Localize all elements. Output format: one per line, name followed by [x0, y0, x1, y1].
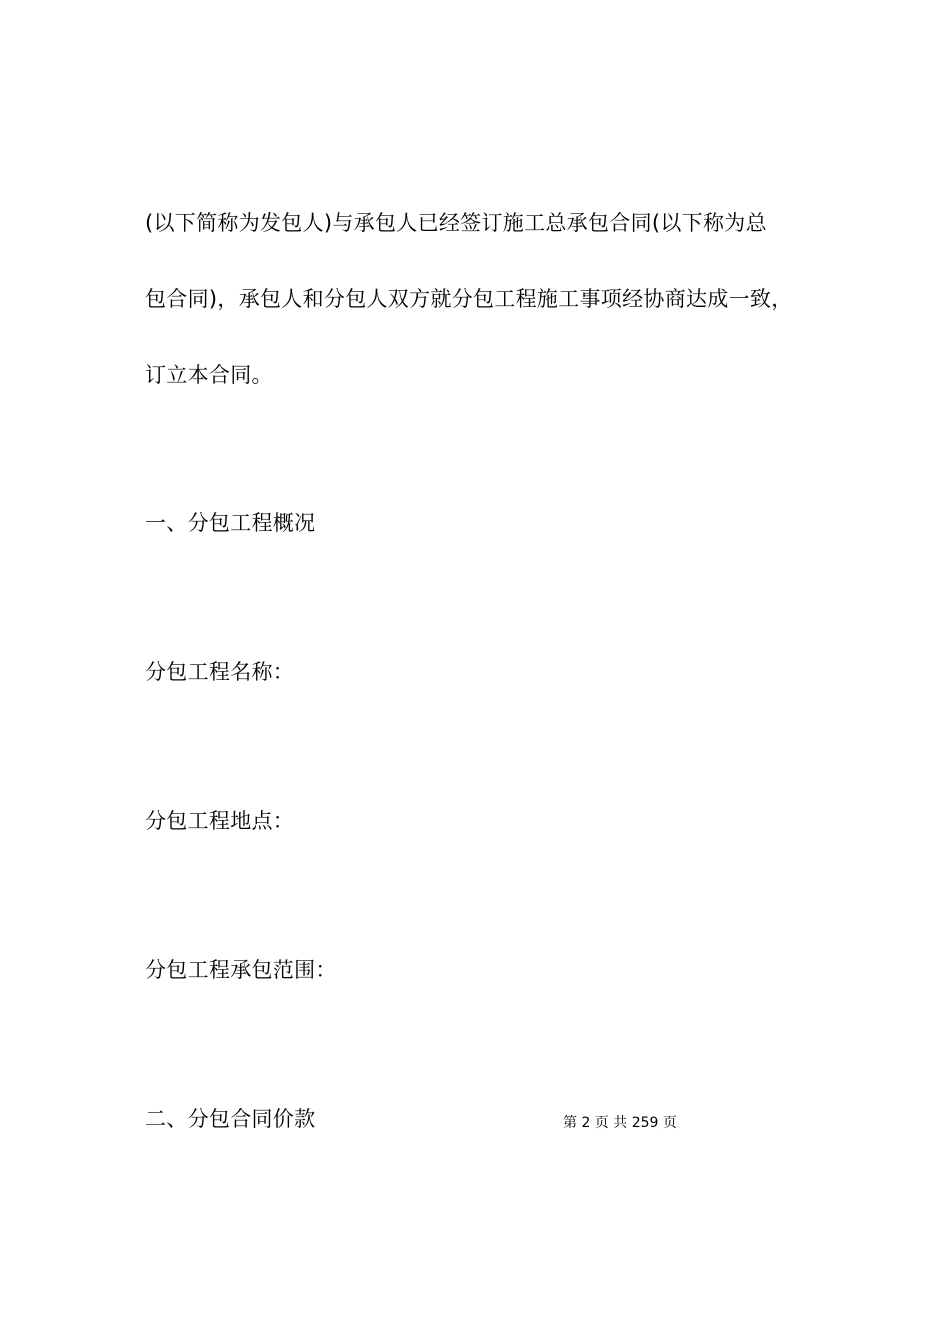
page-number-footer: 第 2 页 共 259 页: [563, 1115, 677, 1131]
paragraph-line-3: 订立本合同。: [145, 363, 273, 387]
paragraph-line-2: 包合同)，承包人和分包人双方就分包工程施工事项经协商达成一致，: [145, 287, 793, 311]
section-heading-overview: 一、分包工程概况: [145, 511, 316, 535]
field-project-location: 分包工程地点：: [145, 809, 295, 833]
paragraph-line-1: (以下简称为发包人)与承包人已经签订施工总承包合同(以下称为总: [145, 211, 767, 235]
field-project-name: 分包工程名称：: [145, 660, 295, 684]
section-heading-price: 二、分包合同价款: [145, 1107, 316, 1131]
field-project-scope: 分包工程承包范围：: [145, 958, 337, 982]
